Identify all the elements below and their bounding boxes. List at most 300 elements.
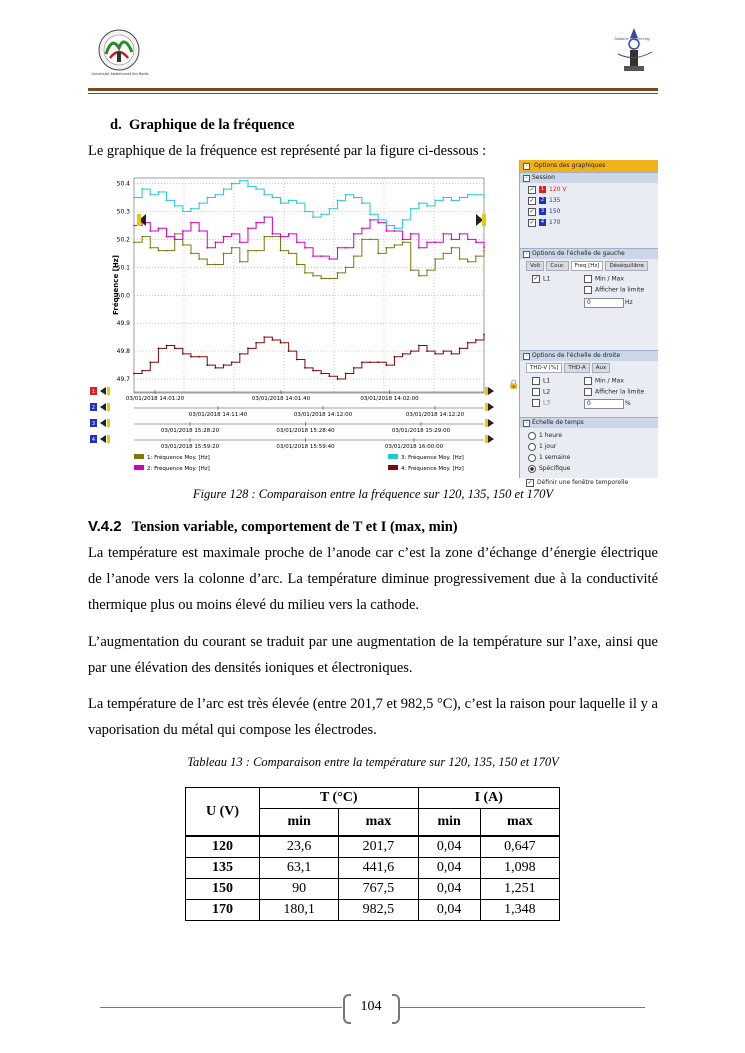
- legend-label-2: 2: Fréquence Moy. [Hz]: [147, 466, 210, 472]
- series-point-3: [206, 197, 208, 199]
- series-point-4: [247, 347, 249, 349]
- series-point-3: [320, 213, 322, 215]
- time-option-label: 1 heure: [539, 432, 563, 439]
- series-point-4: [467, 342, 469, 344]
- left-scale-title: Options de l'échelle de gauche: [532, 250, 625, 257]
- series-point-3: [214, 194, 216, 196]
- series-point-2: [345, 247, 347, 249]
- series-point-4: [361, 361, 363, 363]
- cell-u: 150: [186, 879, 260, 900]
- tab-thd-a[interactable]: THD-A: [564, 363, 589, 373]
- cell: 180,1: [260, 900, 339, 921]
- series-point-1: [174, 233, 176, 235]
- time-tick-label: 03/01/2018 14:01:40: [251, 396, 311, 402]
- series-point-4: [288, 350, 290, 352]
- prev-arrow-box: [107, 403, 110, 411]
- series-point-3: [353, 197, 355, 199]
- left-scale-body: [520, 273, 658, 315]
- time-tick-label: 03/01/2018 15:28:40: [276, 428, 335, 434]
- checkbox-checked-icon[interactable]: ✓: [529, 196, 535, 204]
- section-d-title: d. Graphique de la fréquence: [110, 117, 295, 133]
- series-point-2: [328, 258, 330, 260]
- series-point-1: [271, 236, 273, 238]
- next-arrow-icon: [488, 387, 494, 395]
- next-arrow-box: [485, 435, 488, 443]
- series-point-4: [369, 361, 371, 363]
- table-row: [186, 836, 560, 858]
- series-point-2: [385, 230, 387, 232]
- header-u: U (V): [186, 788, 260, 837]
- section-v42-number: V.4.2: [88, 518, 122, 535]
- checkbox-icon[interactable]: [532, 377, 540, 385]
- series-point-2: [459, 233, 461, 235]
- y-tick-label: 50.2: [116, 236, 130, 244]
- left-l1-label: L1: [543, 275, 551, 283]
- series-point-3: [280, 202, 282, 204]
- series-point-3: [483, 197, 485, 199]
- time-tick-label: 03/01/2018 14:02:00: [360, 396, 419, 402]
- legend-swatch-1: [134, 454, 144, 459]
- series-point-2: [247, 227, 249, 229]
- page-number: 104: [360, 999, 382, 1014]
- legend-label-1: 1: Fréquence Moy. [Hz]: [147, 455, 210, 461]
- cell: 1,098: [480, 858, 559, 879]
- series-point-1: [288, 252, 290, 254]
- series-point-1: [467, 261, 469, 263]
- series-point-2: [410, 233, 412, 235]
- tab-freq[interactable]: Freq [Hz]: [571, 261, 604, 271]
- tab-cour[interactable]: Cour.: [546, 261, 568, 271]
- legend-swatch-3: [388, 454, 398, 459]
- section-v42-title: Tension variable, comportement de T et I (max, min): [131, 519, 458, 535]
- series-point-1: [304, 272, 306, 274]
- left-minmax-row[interactable]: [584, 275, 624, 283]
- prev-arrow-box: [107, 419, 110, 427]
- series-point-3: [255, 188, 257, 190]
- series-point-1: [166, 250, 168, 252]
- series-point-4: [182, 353, 184, 355]
- series-point-3: [166, 199, 168, 201]
- legend-label-3: 3: Fréquence Moy. [Hz]: [401, 455, 464, 461]
- series-point-4: [328, 375, 330, 377]
- series-point-3: [304, 211, 306, 213]
- series-point-3: [459, 197, 461, 199]
- checkbox-checked-icon[interactable]: ✓: [529, 207, 535, 215]
- time-tick-label: 03/01/2018 14:11:40: [188, 412, 248, 418]
- session-title: Session: [532, 174, 555, 181]
- right-scale-section[interactable]: - Options de l'échelle de droite: [520, 350, 658, 361]
- series-point-2: [174, 239, 176, 241]
- series-point-1: [418, 275, 420, 277]
- checkbox-icon[interactable]: [584, 286, 592, 294]
- series-point-4: [149, 361, 151, 363]
- university-logo: [92, 28, 147, 78]
- series-point-4: [475, 339, 477, 341]
- next-arrow-icon: [488, 435, 494, 443]
- series-point-4: [312, 370, 314, 372]
- next-arrow-box: [485, 403, 488, 411]
- left-afficher-label: Afficher la limite: [595, 286, 645, 294]
- series-point-1: [239, 261, 241, 263]
- time-option-day[interactable]: [520, 441, 658, 452]
- cell: 1,251: [480, 879, 559, 900]
- y-axis-label: Fréquence [Hz]: [112, 255, 120, 315]
- series-point-1: [442, 252, 444, 254]
- series-point-2: [190, 222, 192, 224]
- series-point-1: [247, 250, 249, 252]
- series-point-2: [467, 239, 469, 241]
- next-arrow-box: [485, 419, 488, 427]
- right-l2-row[interactable]: [532, 388, 550, 396]
- prev-arrow-icon: [100, 403, 106, 411]
- series-point-1: [328, 278, 330, 280]
- collapse-icon[interactable]: -: [523, 163, 530, 170]
- series-point-2: [353, 233, 355, 235]
- series-point-2: [418, 247, 420, 249]
- section-d-intro: Le graphique de la fréquence est représenté par la figure ci-dessous :: [88, 143, 487, 159]
- left-scale-section[interactable]: - Options de l'échelle de gauche: [520, 248, 658, 259]
- cell: 90: [260, 879, 339, 900]
- right-scale-tabs: [520, 361, 658, 375]
- series-point-2: [426, 241, 428, 243]
- legend-swatch-4: [388, 465, 398, 470]
- series-point-2: [337, 247, 339, 249]
- lock-icon[interactable]: 🔒: [508, 380, 520, 390]
- tab-volt[interactable]: Volt: [526, 261, 544, 271]
- series-point-4: [353, 367, 355, 369]
- cell: 0,04: [418, 836, 480, 858]
- series-point-4: [166, 345, 168, 347]
- right-l3-row[interactable]: [532, 399, 550, 407]
- right-l1-label: L1: [543, 377, 551, 385]
- checkbox-icon[interactable]: [584, 388, 592, 396]
- plot-area: [134, 178, 484, 393]
- series-point-4: [296, 359, 298, 361]
- series-point-4: [442, 350, 444, 352]
- series-point-4: [158, 347, 160, 349]
- series-point-1: [149, 247, 151, 249]
- checkbox-icon[interactable]: [532, 388, 540, 396]
- series-point-4: [304, 367, 306, 369]
- table-row: [186, 900, 560, 921]
- prev-arrow-box: [107, 435, 110, 443]
- y-tick-label: 50.1: [116, 264, 130, 272]
- series-point-3: [182, 211, 184, 213]
- series-point-1: [182, 244, 184, 246]
- series-point-4: [239, 353, 241, 355]
- right-cursor-box: [482, 214, 486, 226]
- checkbox-checked-icon[interactable]: ✓: [527, 478, 533, 486]
- left-limit-unit: Hz: [625, 299, 633, 306]
- session-item-4[interactable]: [520, 217, 658, 228]
- series-point-2: [320, 255, 322, 257]
- right-minmax-row[interactable]: [584, 377, 624, 385]
- y-tick-label: 49.7: [116, 376, 130, 384]
- series-point-4: [402, 353, 404, 355]
- time-tick-label: 03/01/2018 15:59:40: [276, 444, 335, 450]
- session-badge-num: 2: [91, 405, 96, 411]
- right-l1-row[interactable]: [532, 377, 550, 385]
- series-point-1: [133, 241, 135, 243]
- table-caption: Tableau 13 : Comparaison entre la température sur 120, 135, 150 et 170V: [187, 755, 559, 769]
- time-tick-label: 03/01/2018 14:12:00: [293, 412, 353, 418]
- series-point-4: [385, 364, 387, 366]
- next-arrow-icon: [488, 419, 494, 427]
- series-point-3: [190, 208, 192, 210]
- cell: 0,04: [418, 900, 480, 921]
- left-l1-row[interactable]: [532, 275, 550, 283]
- right-afficher-row[interactable]: [584, 388, 644, 396]
- options-panel-header: [520, 160, 658, 172]
- series-point-3: [223, 188, 225, 190]
- series-point-4: [451, 353, 453, 355]
- session-num-3: 3: [540, 208, 545, 214]
- series-point-3: [198, 202, 200, 204]
- checkbox-checked-icon[interactable]: ✓: [529, 185, 535, 193]
- series-point-1: [353, 255, 355, 257]
- left-cursor-box: [137, 214, 141, 226]
- series-point-4: [434, 353, 436, 355]
- paragraph-2: L’augmentation du courant se traduit par une augmentation de la température sur l’axe, ainsi que par une élévation des densités ioniques et électroniques.: [88, 634, 658, 676]
- left-limit-input[interactable]: 0: [584, 298, 624, 308]
- right-limit-input[interactable]: 0: [584, 399, 624, 409]
- series-point-3: [337, 199, 339, 201]
- right-scale-title: Options de l'échelle de droite: [532, 352, 621, 359]
- series-point-3: [426, 205, 428, 207]
- time-tick-label: 03/01/2018 16:00:00: [384, 444, 444, 450]
- engineering-logo-caption: Industrie Engineering: [614, 36, 650, 41]
- series-point-1: [206, 264, 208, 266]
- series-point-2: [475, 241, 477, 243]
- series-point-4: [271, 339, 273, 341]
- time-option-specific[interactable]: [520, 463, 658, 474]
- series-point-2: [231, 233, 233, 235]
- series-point-3: [263, 194, 265, 196]
- footer-rule-right: [400, 1007, 645, 1008]
- series-point-3: [377, 219, 379, 221]
- series-point-2: [312, 255, 314, 257]
- series-point-2: [255, 222, 257, 224]
- next-arrow-icon: [488, 403, 494, 411]
- legend-label-4: 4: Fréquence Moy. [Hz]: [401, 466, 464, 472]
- series-point-4: [214, 367, 216, 369]
- series-point-1: [223, 252, 225, 254]
- series-point-2: [483, 247, 485, 249]
- cell: 767,5: [339, 879, 418, 900]
- series-point-3: [394, 227, 396, 229]
- series-point-4: [280, 342, 282, 344]
- left-afficher-row[interactable]: [584, 286, 644, 294]
- series-point-2: [451, 239, 453, 241]
- options-panel: [519, 160, 658, 486]
- series-point-1: [475, 255, 477, 257]
- series-point-1: [361, 239, 363, 241]
- section-v42-heading: [88, 518, 458, 536]
- prev-arrow-box: [107, 387, 110, 395]
- session-num-2: 2: [540, 197, 545, 203]
- legend: [134, 454, 464, 472]
- series-point-3: [247, 185, 249, 187]
- time-option-label: 1 semaine: [539, 454, 571, 461]
- series-point-1: [198, 258, 200, 260]
- session-badge-num: 1: [91, 389, 96, 395]
- tab-aux[interactable]: Aux: [592, 363, 611, 373]
- cell: 201,7: [339, 836, 418, 858]
- time-tick-label: 03/01/2018 15:59:20: [160, 444, 220, 450]
- series-point-4: [190, 356, 192, 358]
- tab-desequilibre[interactable]: Déséquilibre: [605, 261, 647, 271]
- series-point-4: [483, 333, 485, 335]
- session-label-2: 135: [549, 197, 561, 204]
- series-point-3: [451, 199, 453, 201]
- checkbox-icon[interactable]: [584, 377, 592, 385]
- series-point-1: [483, 250, 485, 252]
- series-point-1: [312, 275, 314, 277]
- series-point-1: [280, 250, 282, 252]
- series-point-3: [133, 197, 135, 199]
- series-point-1: [231, 247, 233, 249]
- series-point-4: [223, 364, 225, 366]
- series-point-3: [434, 199, 436, 201]
- header-rule: [88, 88, 658, 91]
- right-scale-body: [520, 375, 658, 415]
- series-point-1: [426, 269, 428, 271]
- series-point-3: [418, 202, 420, 204]
- session-section[interactable]: - Session: [520, 172, 658, 183]
- subheader-t-min: min: [260, 809, 339, 837]
- legend-swatch-2: [134, 465, 144, 470]
- series-point-3: [361, 202, 363, 204]
- session-list: [520, 183, 658, 229]
- prev-arrow-icon: [100, 387, 106, 395]
- radio-icon[interactable]: [528, 432, 536, 440]
- y-tick-label: 49.9: [116, 320, 130, 328]
- time-scale-section[interactable]: - Échelle de temps: [520, 417, 658, 428]
- header-t: T (°C): [260, 788, 419, 809]
- left-minmax-label: Min / Max: [595, 275, 624, 283]
- university-logo-caption: Université Abdelhamid Ibn Badis: [91, 72, 149, 76]
- cell: 1,348: [480, 900, 559, 921]
- subheader-t-max: max: [339, 809, 418, 837]
- subheader-i-min: min: [418, 809, 480, 837]
- subheader-i-max: max: [480, 809, 559, 837]
- cell: 23,6: [260, 836, 339, 858]
- prev-arrow-icon: [100, 435, 106, 443]
- radio-icon[interactable]: [528, 454, 536, 462]
- series-point-4: [255, 342, 257, 344]
- radio-icon[interactable]: [528, 443, 536, 451]
- series-point-4: [320, 373, 322, 375]
- checkbox-checked-icon[interactable]: ✓: [529, 218, 535, 226]
- right-l3-label: L3: [543, 399, 551, 407]
- cell: 982,5: [339, 900, 418, 921]
- series-point-3: [239, 180, 241, 182]
- series-point-2: [271, 233, 273, 235]
- series-point-4: [174, 347, 176, 349]
- cell: 0,04: [418, 879, 480, 900]
- time-option-hour[interactable]: [520, 430, 658, 441]
- session-item-3[interactable]: [520, 206, 658, 217]
- paragraph-3: La température de l’arc est très élevée (entre 201,7 et 982,5 °C), c’est la raison pour laquelle il y a vaporisation du métal qui compose les électrodes.: [88, 696, 658, 738]
- series-point-4: [377, 361, 379, 363]
- session-item-2[interactable]: [520, 195, 658, 206]
- series-point-2: [198, 230, 200, 232]
- checkbox-checked-icon[interactable]: ✓: [533, 275, 539, 282]
- right-l2-label: L2: [543, 388, 551, 396]
- table-row: [186, 879, 560, 900]
- series-point-2: [442, 233, 444, 235]
- time-option-label: Spécifique: [539, 465, 571, 472]
- y-tick-label: 50.3: [116, 208, 130, 216]
- series-point-1: [410, 269, 412, 271]
- series-point-2: [166, 236, 168, 238]
- series-point-2: [214, 241, 216, 243]
- series-point-4: [394, 356, 396, 358]
- footer-bracket-right: [392, 994, 400, 1024]
- series-point-4: [206, 364, 208, 366]
- session-num-1: 1: [540, 186, 545, 192]
- series-point-2: [133, 225, 135, 227]
- series-point-4: [410, 350, 412, 352]
- series-point-3: [328, 208, 330, 210]
- radio-selected-icon[interactable]: [528, 465, 536, 473]
- series-point-4: [263, 336, 265, 338]
- header-rule-thin: [88, 93, 658, 94]
- series-point-3: [385, 225, 387, 227]
- series-point-4: [133, 373, 135, 375]
- series-point-3: [442, 197, 444, 199]
- series-point-1: [345, 266, 347, 268]
- temperature-table: [185, 787, 560, 921]
- cell: 441,6: [339, 858, 418, 879]
- session-label-1: 120 V: [549, 186, 567, 193]
- series-point-3: [475, 194, 477, 196]
- series-point-1: [337, 272, 339, 274]
- time-axes: [90, 387, 494, 450]
- time-tick-label: 03/01/2018 14:01:20: [125, 396, 185, 402]
- series-point-1: [459, 258, 461, 260]
- series-point-3: [141, 188, 143, 190]
- series-point-2: [288, 233, 290, 235]
- series-point-1: [255, 250, 257, 252]
- session-item-1[interactable]: [520, 184, 658, 195]
- checkbox-icon[interactable]: [584, 275, 592, 283]
- series-point-2: [280, 236, 282, 238]
- series-point-1: [369, 239, 371, 241]
- series-point-4: [231, 361, 233, 363]
- series-point-3: [345, 194, 347, 196]
- cell: 0,04: [418, 858, 480, 879]
- frequency-chart: [88, 160, 519, 478]
- checkbox-icon[interactable]: [532, 399, 540, 407]
- time-tick-label: 03/01/2018 15:28:20: [160, 428, 220, 434]
- time-tick-label: 03/01/2018 14:12:20: [405, 412, 465, 418]
- series-point-3: [402, 219, 404, 221]
- series-point-3: [296, 202, 298, 204]
- series-point-1: [434, 258, 436, 260]
- series-point-3: [410, 208, 412, 210]
- tab-thd-v[interactable]: THD-V [%]: [526, 363, 562, 373]
- time-option-week[interactable]: [520, 452, 658, 463]
- series-point-1: [158, 250, 160, 252]
- left-scale-tabs: [520, 259, 658, 273]
- series-point-2: [304, 247, 306, 249]
- time-tick-label: 03/01/2018 15:29:00: [391, 428, 451, 434]
- y-tick-label: 49.8: [116, 348, 130, 356]
- series-point-1: [402, 241, 404, 243]
- session-label-3: 150: [549, 208, 561, 215]
- right-minmax-label: Min / Max: [595, 377, 624, 385]
